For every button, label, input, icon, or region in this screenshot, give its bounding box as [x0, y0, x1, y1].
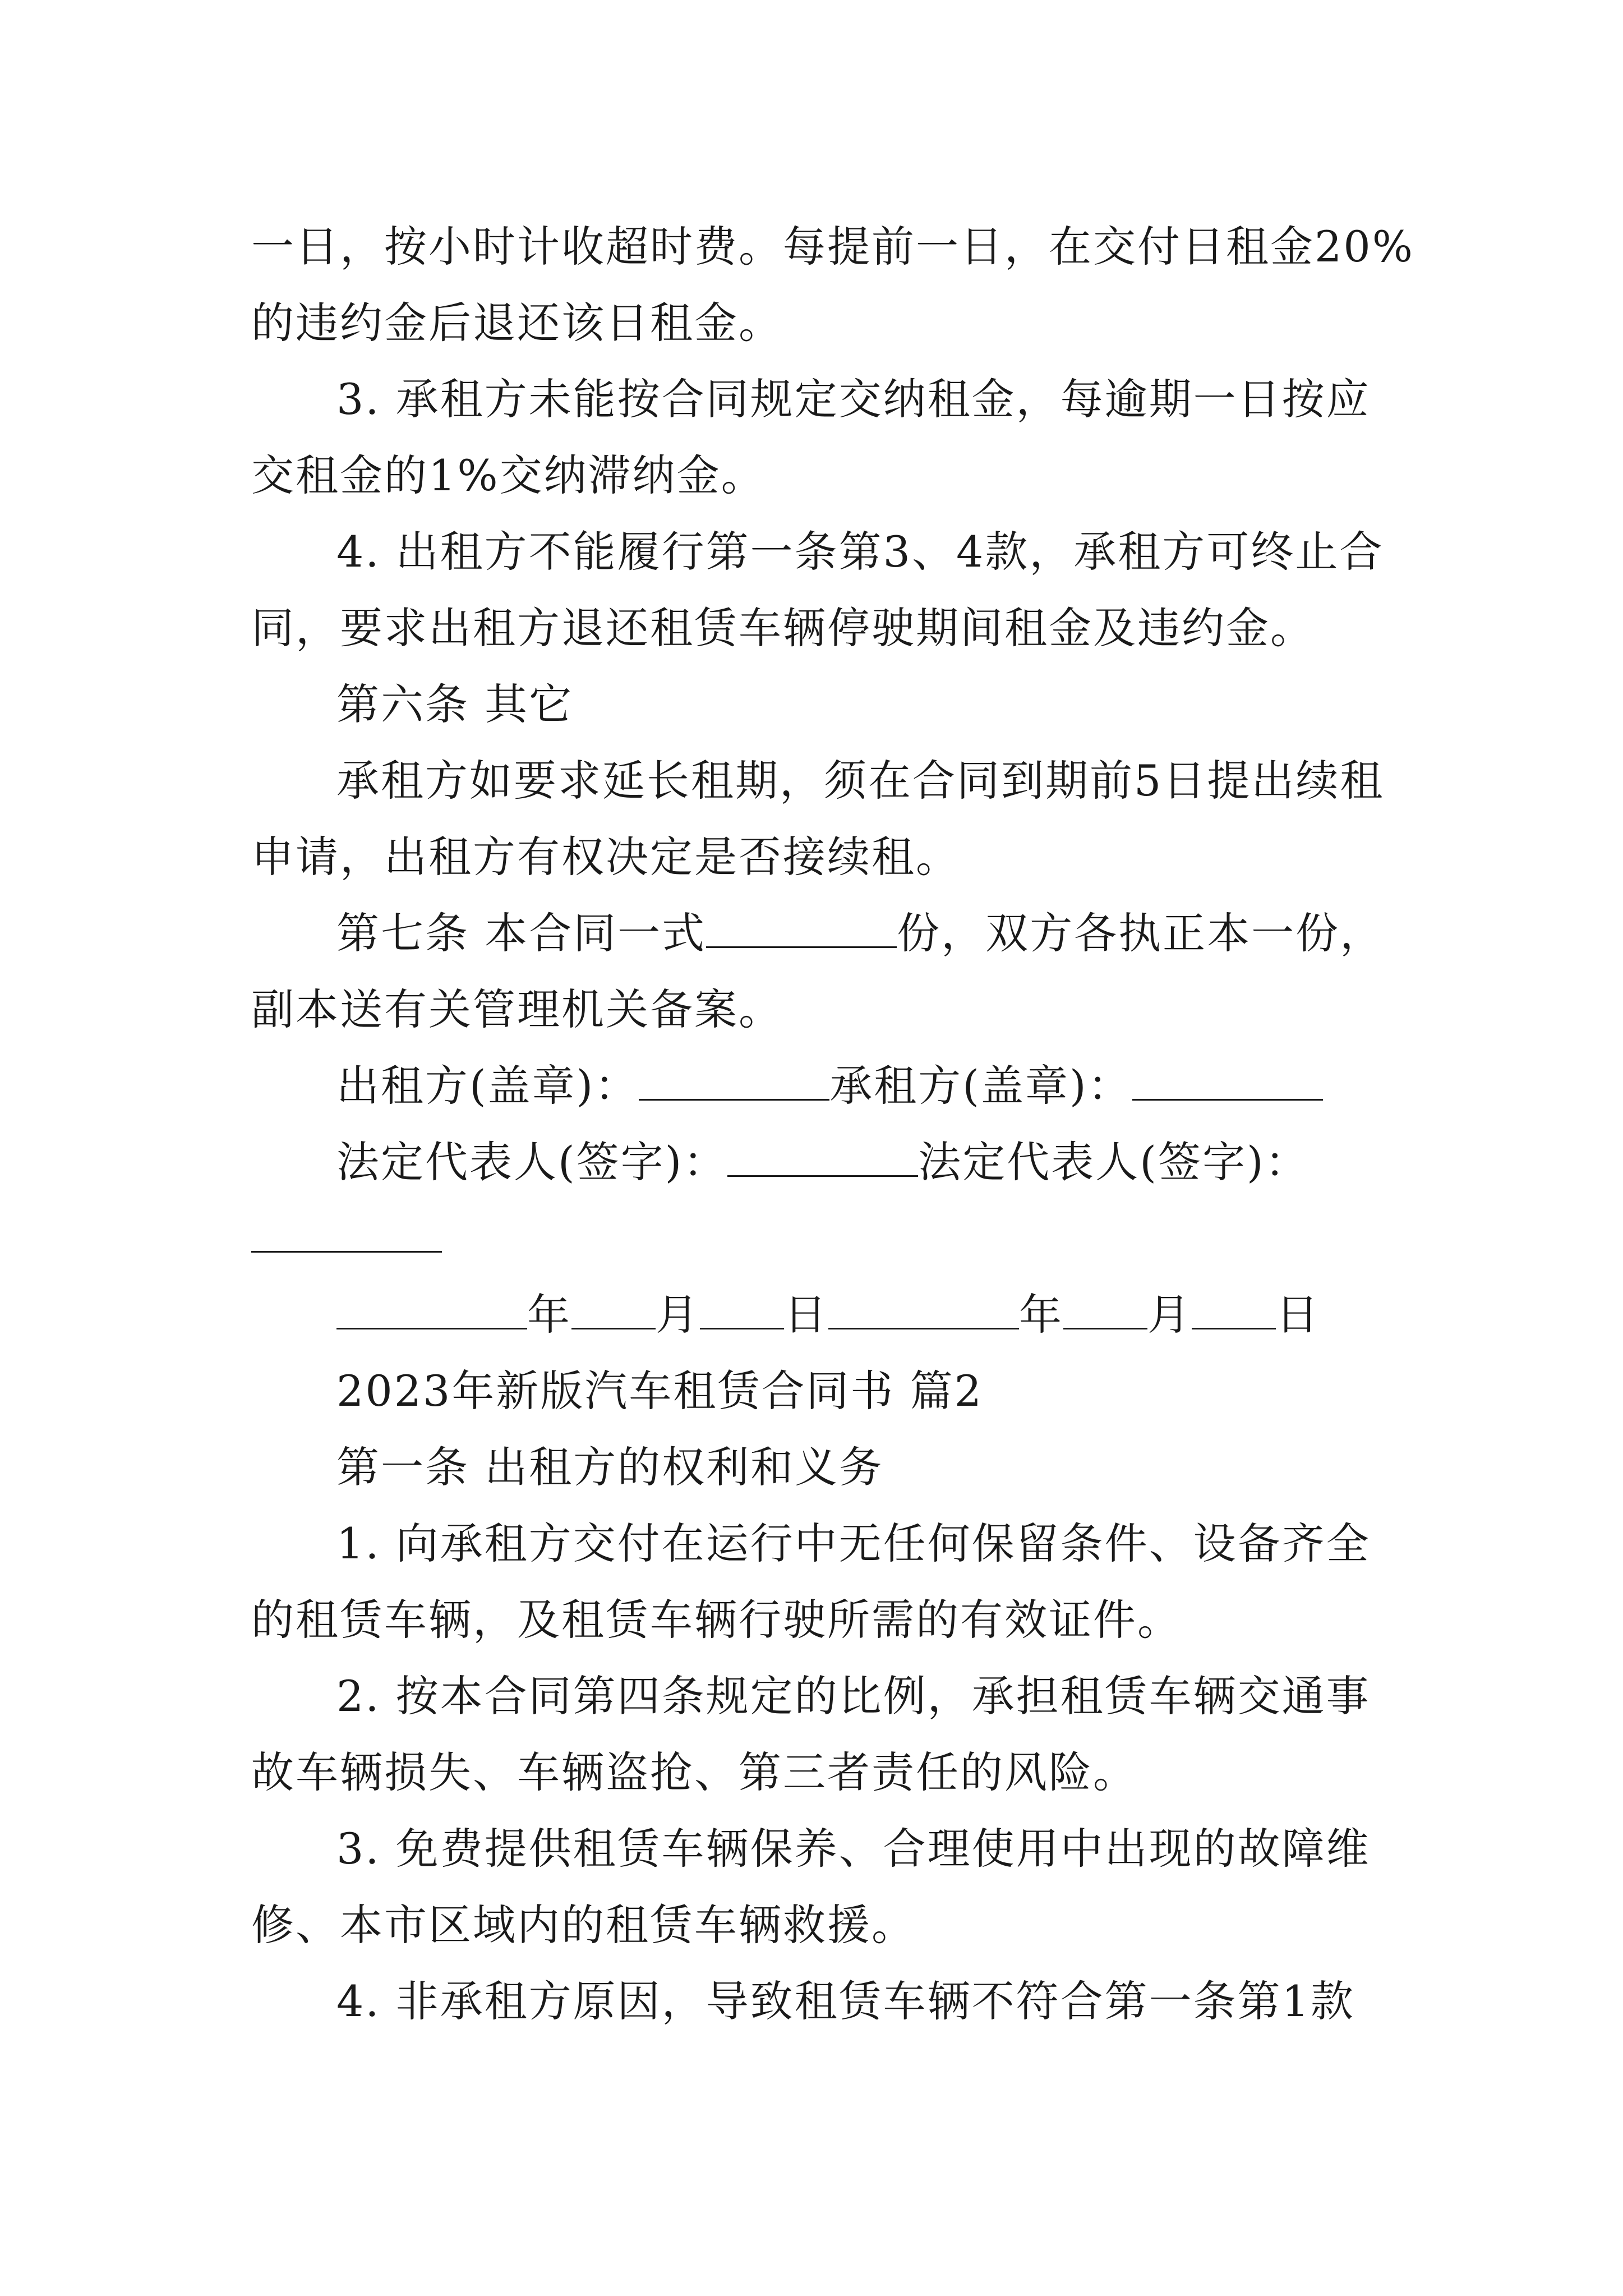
article-7-line: [336, 905, 1514, 961]
month-label-1: 月: [656, 1290, 700, 1340]
lessor-rep-label: 法定代表人(签字)：: [336, 1137, 728, 1187]
lessee-seal-label: 承租方(盖章)：: [829, 1061, 1132, 1111]
body-line: 修、本市区域内的租赁车辆救援。: [251, 1900, 916, 1950]
lessee-rep-blank: [251, 1251, 442, 1253]
body-line: 承租方如要求延长租期，须在合同到期前5日提出续租: [336, 756, 1385, 806]
month-label-2: 月: [1147, 1290, 1192, 1340]
lessee-seal-blank: [1132, 1060, 1323, 1101]
lessor-rep-blank: [727, 1136, 918, 1177]
body-line: 故车辆损失、车辆盗抢、第三者责任的风险。: [251, 1747, 1137, 1797]
seal-line: [336, 1058, 1514, 1114]
article-6-heading: 第六条 其它: [336, 679, 574, 729]
day-blank-1: [700, 1289, 784, 1329]
lessor-seal-label: 出租方(盖章)：: [336, 1061, 639, 1111]
article-7-text-b: 份，双方各执正本一份，: [897, 908, 1385, 958]
day-label-2: 日: [1276, 1290, 1320, 1340]
month-blank-1: [571, 1289, 656, 1329]
day-label-1: 日: [784, 1290, 828, 1340]
lessor-seal-blank: [639, 1060, 829, 1101]
article-7-text-a: 第七条 本合同一式: [336, 908, 707, 958]
clause-4: 4. 非承租方原因，导致租赁车辆不符合第一条第1款: [336, 1976, 1355, 2026]
body-line: 的违约金后退还该日租金。: [251, 298, 783, 348]
body-line: 一日，按小时计收超时费。每提前一日，在交付日租金20%: [251, 222, 1414, 272]
body-line: 的租赁车辆，及租赁车辆行驶所需的有效证件。: [251, 1595, 1182, 1645]
signature-line: [336, 1134, 1514, 1190]
body-line: 交租金的1%交纳滞纳金。: [251, 450, 766, 500]
lessee-rep-label: 法定代表人(签字)：: [918, 1137, 1310, 1187]
month-blank-2: [1063, 1289, 1147, 1329]
clause-1: 1. 向承租方交付在运行中无任何保留条件、设备齐全: [336, 1519, 1371, 1568]
year-label-1: 年: [527, 1290, 571, 1340]
article-1-heading: 第一条 出租方的权利和义务: [336, 1442, 884, 1492]
body-line: 申请，出租方有权决定是否接续租。: [251, 832, 960, 882]
year-blank-2: [828, 1289, 1019, 1329]
year-label-2: 年: [1019, 1290, 1063, 1340]
clause-3: 3. 承租方未能按合同规定交纳租金，每逾期一日按应: [336, 374, 1371, 424]
day-blank-2: [1192, 1289, 1276, 1329]
clause-4: 4. 出租方不能履行第一条第3、4款，承租方可终止合: [336, 527, 1384, 577]
year-blank-1: [336, 1289, 527, 1329]
section-title: 2023年新版汽车租赁合同书 篇2: [336, 1366, 983, 1416]
clause-2: 2. 按本合同第四条规定的比例，承担租赁车辆交通事: [336, 1671, 1371, 1721]
copies-blank: [706, 907, 897, 948]
body-line: 同，要求出租方退还租赁车辆停驶期间租金及违约金。: [251, 603, 1315, 653]
clause-3: 3. 免费提供租赁车辆保养、合理使用中出现的故障维: [336, 1824, 1371, 1874]
date-line: [336, 1287, 1514, 1343]
body-line: 副本送有关管理机关备案。: [251, 984, 783, 1034]
